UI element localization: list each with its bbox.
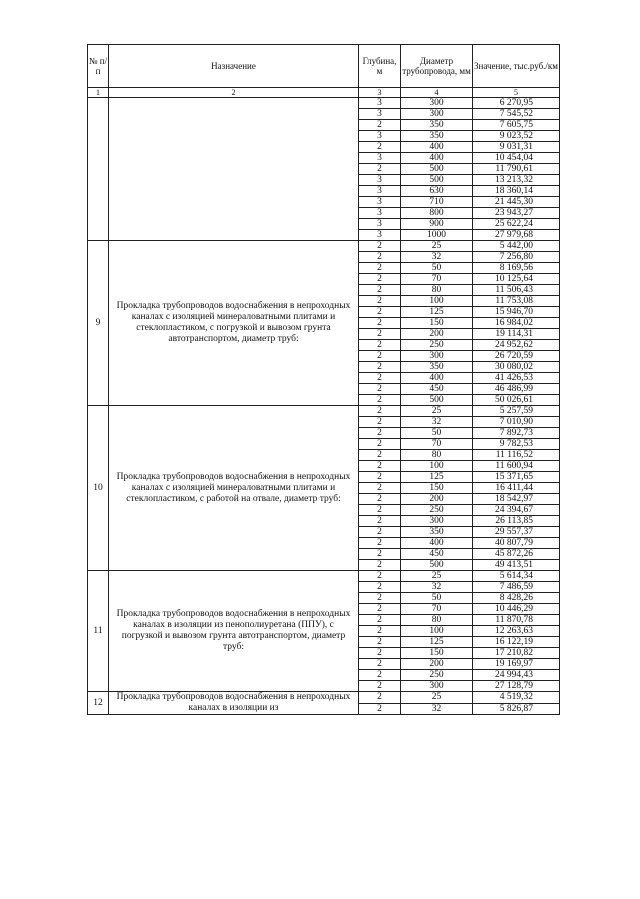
value-cell: 9 031,31 [473, 142, 560, 153]
diameter-cell: 32 [401, 417, 473, 428]
depth-cell: 2 [359, 604, 401, 615]
value-cell: 26 720,59 [473, 351, 560, 362]
diameter-cell: 400 [401, 538, 473, 549]
header-num: № п/п [88, 45, 109, 88]
value-cell: 5 826,87 [473, 703, 560, 715]
column-number: 1 [88, 88, 109, 98]
diameter-cell: 300 [401, 681, 473, 692]
diameter-cell: 800 [401, 208, 473, 219]
value-cell: 7 010,90 [473, 417, 560, 428]
diameter-cell: 70 [401, 439, 473, 450]
value-cell: 18 360,14 [473, 186, 560, 197]
value-cell: 11 506,43 [473, 285, 560, 296]
value-cell: 19 114,31 [473, 329, 560, 340]
diameter-cell: 100 [401, 296, 473, 307]
table-row [88, 571, 560, 582]
depth-cell: 2 [359, 307, 401, 318]
depth-cell: 2 [359, 120, 401, 131]
row-number-cell [88, 98, 109, 241]
diameter-cell: 300 [401, 98, 473, 109]
diameter-cell: 100 [401, 461, 473, 472]
value-cell: 26 113,85 [473, 516, 560, 527]
depth-cell: 2 [359, 241, 401, 252]
table-body [88, 98, 560, 715]
diameter-cell: 200 [401, 329, 473, 340]
value-cell: 17 210,82 [473, 648, 560, 659]
description-cell: Прокладка трубопроводов водоснабжения в непроходных каналах в изоляции из [109, 692, 359, 715]
value-cell: 8 428,26 [473, 593, 560, 604]
value-cell: 10 125,64 [473, 274, 560, 285]
diameter-cell: 50 [401, 428, 473, 439]
depth-cell: 2 [359, 626, 401, 637]
depth-cell: 2 [359, 417, 401, 428]
diameter-cell: 50 [401, 593, 473, 604]
diameter-cell: 70 [401, 604, 473, 615]
depth-cell: 3 [359, 175, 401, 186]
diameter-cell: 350 [401, 131, 473, 142]
diameter-cell: 150 [401, 483, 473, 494]
value-cell: 16 411,44 [473, 483, 560, 494]
value-cell: 25 622,24 [473, 219, 560, 230]
depth-cell: 2 [359, 527, 401, 538]
depth-cell: 2 [359, 373, 401, 384]
depth-cell: 2 [359, 164, 401, 175]
depth-cell: 2 [359, 329, 401, 340]
value-cell: 5 257,59 [473, 406, 560, 417]
depth-cell: 2 [359, 538, 401, 549]
value-cell: 7 545,52 [473, 109, 560, 120]
diameter-cell: 80 [401, 450, 473, 461]
table-row [88, 98, 560, 109]
table-row [88, 241, 560, 252]
value-cell: 45 872,26 [473, 549, 560, 560]
value-cell: 7 486,59 [473, 582, 560, 593]
value-cell: 46 486,99 [473, 384, 560, 395]
diameter-cell: 200 [401, 659, 473, 670]
value-cell: 23 943,27 [473, 208, 560, 219]
value-cell: 29 557,37 [473, 527, 560, 538]
column-number-row [88, 88, 560, 98]
value-cell: 24 394,67 [473, 505, 560, 516]
depth-cell: 3 [359, 197, 401, 208]
depth-cell: 3 [359, 230, 401, 241]
depth-cell: 2 [359, 296, 401, 307]
depth-cell: 2 [359, 560, 401, 571]
diameter-cell: 300 [401, 351, 473, 362]
depth-cell: 2 [359, 285, 401, 296]
depth-cell: 2 [359, 703, 401, 715]
depth-cell: 2 [359, 362, 401, 373]
diameter-cell: 32 [401, 582, 473, 593]
depth-cell: 2 [359, 461, 401, 472]
depth-cell: 2 [359, 450, 401, 461]
depth-cell: 2 [359, 384, 401, 395]
diameter-cell: 300 [401, 109, 473, 120]
value-cell: 41 426,53 [473, 373, 560, 384]
value-cell: 11 870,78 [473, 615, 560, 626]
value-cell: 11 753,08 [473, 296, 560, 307]
value-cell: 27 128,79 [473, 681, 560, 692]
header-purpose: Назначение [109, 45, 359, 88]
depth-cell: 2 [359, 505, 401, 516]
depth-cell: 2 [359, 274, 401, 285]
value-cell: 9 782,53 [473, 439, 560, 450]
value-cell: 24 994,43 [473, 670, 560, 681]
depth-cell: 2 [359, 428, 401, 439]
header-row [88, 45, 560, 88]
value-cell: 21 445,30 [473, 197, 560, 208]
value-cell: 13 213,32 [473, 175, 560, 186]
diameter-cell: 50 [401, 263, 473, 274]
diameter-cell: 80 [401, 285, 473, 296]
diameter-cell: 450 [401, 384, 473, 395]
value-cell: 40 807,79 [473, 538, 560, 549]
column-number: 4 [401, 88, 473, 98]
description-cell: Прокладка трубопроводов водоснабжения в непроходных каналах с изоляцией минераловатными плитами и стеклопластиком, с работой на отвале, диаметр труб: [109, 406, 359, 571]
value-cell: 7 256,80 [473, 252, 560, 263]
diameter-cell: 80 [401, 615, 473, 626]
value-cell: 15 946,70 [473, 307, 560, 318]
depth-cell: 2 [359, 252, 401, 263]
value-cell: 4 519,32 [473, 692, 560, 704]
diameter-cell: 450 [401, 549, 473, 560]
value-cell: 15 371,65 [473, 472, 560, 483]
depth-cell: 3 [359, 109, 401, 120]
value-cell: 10 446,29 [473, 604, 560, 615]
value-cell: 16 122,19 [473, 637, 560, 648]
depth-cell: 2 [359, 318, 401, 329]
diameter-cell: 125 [401, 307, 473, 318]
diameter-cell: 125 [401, 637, 473, 648]
header-value: Значение, тыс.руб./км [473, 45, 560, 88]
depth-cell: 2 [359, 351, 401, 362]
row-number-cell: 12 [88, 692, 109, 715]
diameter-cell: 250 [401, 505, 473, 516]
diameter-cell: 70 [401, 274, 473, 285]
depth-cell: 2 [359, 395, 401, 406]
description-cell: Прокладка трубопроводов водоснабжения в непроходных каналах с изоляцией минераловатными плитами и стеклопластиком, с погрузкой и вывозом грунта автотранспортом, диаметр труб: [109, 241, 359, 406]
diameter-cell: 500 [401, 164, 473, 175]
value-cell: 27 979,68 [473, 230, 560, 241]
value-cell: 6 270,95 [473, 98, 560, 109]
diameter-cell: 25 [401, 571, 473, 582]
diameter-cell: 32 [401, 252, 473, 263]
depth-cell: 2 [359, 681, 401, 692]
depth-cell: 2 [359, 263, 401, 274]
value-cell: 5 614,34 [473, 571, 560, 582]
value-cell: 9 023,52 [473, 131, 560, 142]
header-depth: Глубина, м [359, 45, 401, 88]
row-number-cell: 10 [88, 406, 109, 571]
table-row [88, 692, 560, 704]
diameter-cell: 150 [401, 648, 473, 659]
depth-cell: 2 [359, 472, 401, 483]
value-cell: 30 080,02 [473, 362, 560, 373]
diameter-cell: 250 [401, 670, 473, 681]
value-cell: 19 169,97 [473, 659, 560, 670]
rates-table [87, 44, 560, 715]
value-cell: 11 790,61 [473, 164, 560, 175]
depth-cell: 2 [359, 549, 401, 560]
table-row [88, 406, 560, 417]
column-number: 5 [473, 88, 560, 98]
depth-cell: 3 [359, 208, 401, 219]
diameter-cell: 250 [401, 340, 473, 351]
diameter-cell: 100 [401, 626, 473, 637]
column-number: 3 [359, 88, 401, 98]
value-cell: 8 169,56 [473, 263, 560, 274]
diameter-cell: 500 [401, 395, 473, 406]
depth-cell: 2 [359, 516, 401, 527]
depth-cell: 2 [359, 142, 401, 153]
value-cell: 16 984,02 [473, 318, 560, 329]
value-cell: 5 442,00 [473, 241, 560, 252]
depth-cell: 2 [359, 648, 401, 659]
depth-cell: 2 [359, 659, 401, 670]
depth-cell: 2 [359, 494, 401, 505]
depth-cell: 2 [359, 340, 401, 351]
value-cell: 7 892,73 [473, 428, 560, 439]
diameter-cell: 32 [401, 703, 473, 715]
value-cell: 18 542,97 [473, 494, 560, 505]
diameter-cell: 300 [401, 516, 473, 527]
depth-cell: 2 [359, 593, 401, 604]
diameter-cell: 350 [401, 120, 473, 131]
diameter-cell: 400 [401, 142, 473, 153]
value-cell: 11 600,94 [473, 461, 560, 472]
column-number: 2 [109, 88, 359, 98]
depth-cell: 3 [359, 186, 401, 197]
depth-cell: 3 [359, 153, 401, 164]
diameter-cell: 1000 [401, 230, 473, 241]
diameter-cell: 500 [401, 175, 473, 186]
depth-cell: 2 [359, 670, 401, 681]
value-cell: 24 952,62 [473, 340, 560, 351]
depth-cell: 3 [359, 98, 401, 109]
value-cell: 7 605,75 [473, 120, 560, 131]
row-number-cell: 11 [88, 571, 109, 692]
diameter-cell: 150 [401, 318, 473, 329]
diameter-cell: 500 [401, 560, 473, 571]
diameter-cell: 25 [401, 241, 473, 252]
diameter-cell: 630 [401, 186, 473, 197]
value-cell: 11 116,52 [473, 450, 560, 461]
diameter-cell: 900 [401, 219, 473, 230]
description-cell: Прокладка трубопроводов водоснабжения в непроходных каналах в изоляции из пенополиуретана (ППУ), с погрузкой и вывозом грунта автотранспортом, диаметр труб: [109, 571, 359, 692]
depth-cell: 2 [359, 692, 401, 704]
diameter-cell: 400 [401, 153, 473, 164]
diameter-cell: 25 [401, 692, 473, 704]
depth-cell: 2 [359, 615, 401, 626]
value-cell: 12 263,63 [473, 626, 560, 637]
diameter-cell: 125 [401, 472, 473, 483]
description-cell [109, 98, 359, 241]
diameter-cell: 710 [401, 197, 473, 208]
diameter-cell: 350 [401, 527, 473, 538]
diameter-cell: 350 [401, 362, 473, 373]
diameter-cell: 400 [401, 373, 473, 384]
diameter-cell: 200 [401, 494, 473, 505]
depth-cell: 3 [359, 131, 401, 142]
depth-cell: 2 [359, 406, 401, 417]
depth-cell: 2 [359, 571, 401, 582]
row-number-cell: 9 [88, 241, 109, 406]
value-cell: 50 026,61 [473, 395, 560, 406]
header-diameter: Диаметр трубопровода, мм [401, 45, 473, 88]
diameter-cell: 25 [401, 406, 473, 417]
value-cell: 49 413,51 [473, 560, 560, 571]
depth-cell: 2 [359, 637, 401, 648]
value-cell: 10 454,04 [473, 153, 560, 164]
depth-cell: 2 [359, 439, 401, 450]
depth-cell: 3 [359, 219, 401, 230]
depth-cell: 2 [359, 483, 401, 494]
depth-cell: 2 [359, 582, 401, 593]
